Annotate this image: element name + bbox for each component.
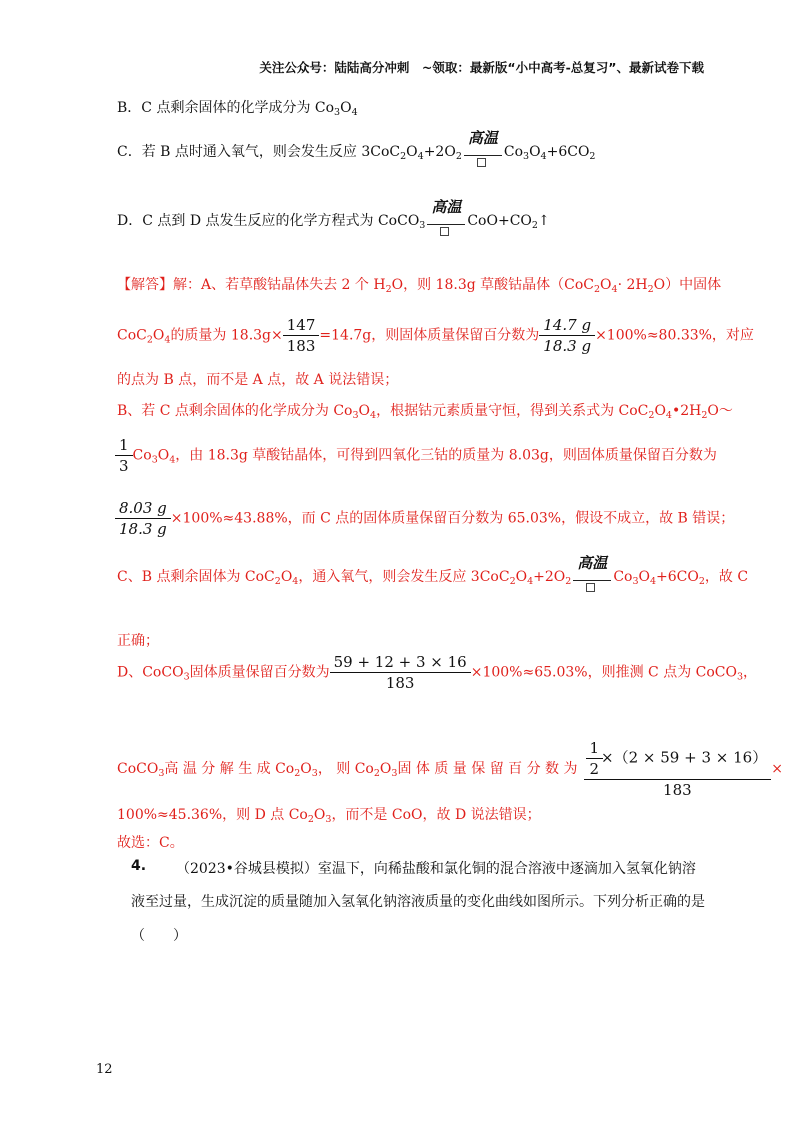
question-4-line-2: 液至过量，生成沉淀的质量随加入氢氧化钠溶液质量的变化曲线如图所示。下列分析正确的是: [131, 894, 705, 910]
reaction-condition: 高温: [572, 566, 612, 588]
answer-line-9: D、CoCO$_3$固体质量保留百分数为 $\frac{59 + 12 + 3 \times 16}{183}$ ×100%≈65.03%，则推测 C 点为 CoCO$_3$，: [117, 653, 758, 692]
fraction: $\frac{14.7 g}{18.3 g}$: [541, 316, 593, 355]
option-c: C．若 B 点时通入氧气，则会发生反应 $3CoC_2O_4+2O_2$ 高温 $Co_3O_4+6CO_2$: [117, 141, 595, 163]
question-4-line-1: （2023•谷城县模拟）室温下，向稀盐酸和氯化铜的混合溶液中逐滴加入氢氧化钠溶: [176, 861, 696, 877]
fraction: $\frac{59 + 12 + 3 \times 16}{183}$: [332, 653, 469, 692]
fraction: $\frac{8.03 g}{18.3 g}$: [117, 499, 169, 538]
fraction: $\frac{1}{2}$: [588, 739, 602, 778]
heat-box-icon: [586, 583, 595, 592]
question-number: 4.: [131, 858, 147, 874]
answer-line-10: CoCO$_3$高 温 分 解 生 成 $Co_2O_3$， 则 $Co_2O_3$固 体 质 量 保 留 百 分 数 为 $\frac{1}{2}$ ×（2 × 59 + 3 × 16） 183 ×: [117, 739, 783, 799]
question-4-answer-blank: （ ）: [131, 928, 187, 944]
answer-tag: 【解答】: [117, 277, 173, 293]
answer-line-12: 故选：C。: [117, 835, 184, 851]
answer-line-11: 100%≈45.36%，则 D 点 $Co_2O_3$，而不是 CoO，故 D 说法错误；: [117, 807, 541, 825]
page-number: 12: [96, 1062, 113, 1077]
fraction: $\frac{1}{2}$ ×（2 × 59 + 3 × 16） 183: [586, 739, 770, 799]
answer-line-5: $\frac{1}{3}$ $Co_3O_4$，由 18.3g 草酸钴晶体，可得到四氧化三钴的质量为 8.03g，则固体质量保留百分数为: [115, 436, 717, 475]
reaction-condition: 高温: [426, 210, 466, 232]
page-header: 关注公众号：陆陆高分冲刺 ~领取：最新版“小中高考-总复习”、最新试卷下载: [259, 60, 704, 75]
fraction: $\frac{1}{3}$: [117, 436, 131, 475]
answer-line-7: C、B 点剩余固体为 $CoC_2O_4$，通入氧气，则会发生反应 $3CoC_2O_4+2O_2$ 高温 $Co_3O_4+6CO_2$，故 C: [117, 566, 748, 588]
answer-line-2: $CoC_2O_4$的质量为 18.3g× $\frac{147}{183}$ =14.7g，则固体质量保留百分数为 $\frac{14.7 g}{18.3 g}$ ×100%≈80.33%，对应: [117, 316, 754, 355]
heat-box-icon: [440, 227, 449, 236]
answer-line-8: 正确；: [117, 633, 159, 649]
option-b: B．C 点剩余固体的化学成分为 $Co_3O_4$: [117, 100, 358, 118]
answer-line-6: $\frac{8.03 g}{18.3 g}$ ×100%≈43.88%，而 C 点的固体质量保留百分数为 65.03%，假设不成立，故 B 错误；: [115, 499, 734, 538]
fraction: $\frac{147}{183}$: [285, 316, 318, 355]
heat-box-icon: [477, 158, 486, 167]
answer-line-4: B、若 C 点剩余固体的化学成分为 $Co_3O_4$，根据钴元素质量守恒，得到关系式为 $CoC_2O_4•2H_2O\sim$: [117, 403, 733, 421]
reaction-condition: 高温: [463, 141, 503, 163]
answer-line-3: 的点为 B 点，而不是 A 点，故 A 说法错误；: [117, 372, 399, 388]
answer-line-1: 【解答】解：A、若草酸钴晶体失去 2 个 $H_2O$，则 18.3g 草酸钴晶体$(CoC_2O_4\cdot 2H_2O)$中固体: [117, 277, 722, 295]
option-d: D．C 点到 D 点发生反应的化学方程式为 CoCO$_3$ 高温 $CoO+CO_2↑$: [117, 210, 550, 232]
